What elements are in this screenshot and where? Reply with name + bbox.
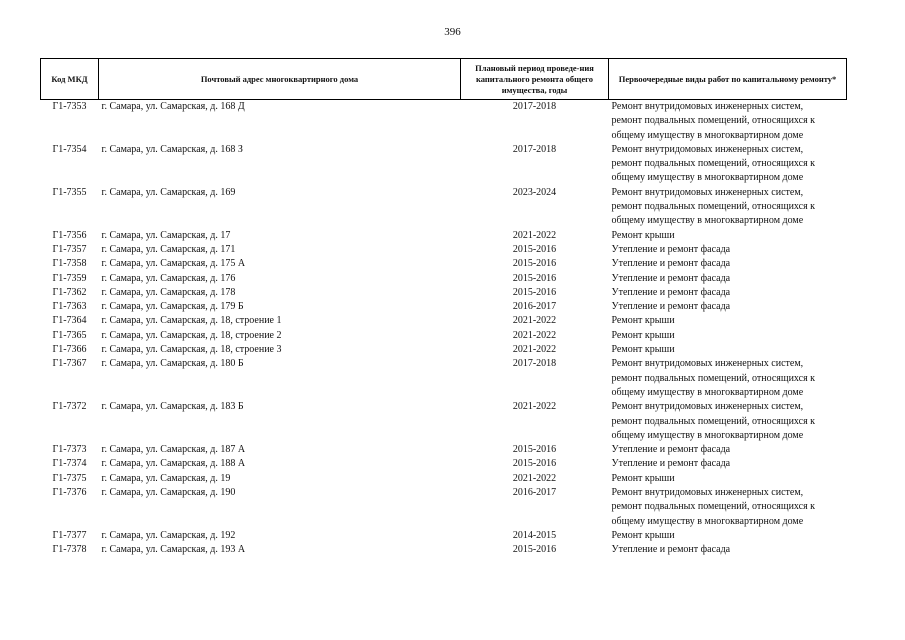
row-address: г. Самара, ул. Самарская, д. 176: [101, 272, 236, 284]
row-code: Г1-7358: [52, 258, 87, 270]
header-row: [41, 59, 847, 100]
row-period: 2015-2016: [512, 444, 557, 456]
row-works: [609, 243, 847, 257]
row-period: 2014-2015: [512, 529, 557, 541]
row-period: 2021-2022: [512, 472, 557, 484]
work-line: Ремонт крыши: [611, 315, 675, 327]
row-address: г. Самара, ул. Самарская, д. 178: [101, 286, 236, 298]
table-header: [41, 59, 847, 100]
table-row: [41, 229, 847, 243]
row-works: [609, 314, 847, 328]
table-body: [41, 100, 847, 558]
work-line: общему имуществу в многоквартирном доме: [611, 386, 804, 398]
row-works: [609, 300, 847, 314]
row-address: г. Самара, ул. Самарская, д. 193 А: [101, 544, 246, 556]
row-works: [609, 472, 847, 486]
table-row: [41, 257, 847, 271]
row-works: [609, 186, 847, 229]
row-code: Г1-7377: [52, 529, 87, 541]
row-works: [609, 257, 847, 271]
row-works: [609, 443, 847, 457]
table-row: [41, 286, 847, 300]
row-period: 2017-2018: [512, 358, 557, 370]
table-row: [41, 186, 847, 229]
work-line: Утепление и ремонт фасада: [611, 301, 731, 313]
row-works: [609, 229, 847, 243]
row-address: г. Самара, ул. Самарская, д. 168 Д: [101, 101, 245, 112]
work-line: Утепление и ремонт фасада: [611, 458, 731, 470]
row-code: Г1-7365: [52, 329, 87, 341]
work-line: Утепление и ремонт фасада: [611, 243, 731, 255]
header-code: Код МКД: [41, 59, 99, 100]
row-works: [609, 100, 847, 143]
row-address: г. Самара, ул. Самарская, д. 180 Б: [101, 358, 244, 370]
row-period: 2015-2016: [512, 286, 557, 298]
table-row: [41, 100, 847, 143]
row-works: [609, 543, 847, 557]
work-line: Ремонт внутридомовых инженерных систем,: [611, 401, 804, 413]
row-code: Г1-7367: [52, 358, 87, 370]
row-code: Г1-7378: [52, 544, 87, 556]
work-line: Ремонт внутридомовых инженерных систем,: [611, 487, 804, 499]
row-works: [609, 286, 847, 300]
table-row: [41, 472, 847, 486]
row-period: 2021-2022: [512, 401, 557, 413]
row-code: Г1-7374: [52, 458, 87, 470]
work-line: Ремонт внутридомовых инженерных систем,: [611, 186, 804, 198]
row-code: Г1-7357: [52, 243, 87, 255]
row-period: 2023-2024: [512, 186, 557, 198]
row-address: г. Самара, ул. Самарская, д. 18, строение 1: [101, 315, 282, 327]
table-row: [41, 272, 847, 286]
work-line: Ремонт внутридомовых инженерных систем,: [611, 358, 804, 370]
header-period: Плановый период проведе-ния капитального ремонта общего имущества, годы: [461, 59, 609, 100]
row-works: [609, 400, 847, 443]
row-code: Г1-7366: [52, 344, 87, 356]
work-line: Утепление и ремонт фасада: [611, 286, 731, 298]
row-works: [609, 143, 847, 186]
row-address: г. Самара, ул. Самарская, д. 175 А: [101, 258, 246, 270]
table-row: [41, 529, 847, 543]
work-line: Ремонт крыши: [611, 229, 675, 241]
work-line: ремонт подвальных помещений, относящихся к: [611, 201, 816, 213]
work-line: Ремонт крыши: [611, 344, 675, 356]
work-line: Ремонт крыши: [611, 472, 675, 484]
table-row: [41, 300, 847, 314]
header-works: Первоочередные виды работ по капитальному ремонту*: [609, 59, 847, 100]
row-code: Г1-7356: [52, 229, 87, 241]
table-row: [41, 443, 847, 457]
work-line: общему имуществу в многоквартирном доме: [611, 515, 804, 527]
table-row: [41, 243, 847, 257]
row-code: Г1-7353: [52, 101, 87, 112]
table-row: [41, 143, 847, 186]
row-address: г. Самара, ул. Самарская, д. 188 А: [101, 458, 246, 470]
row-period: 2015-2016: [512, 272, 557, 284]
work-line: Утепление и ремонт фасада: [611, 258, 731, 270]
row-period: 2021-2022: [512, 329, 557, 341]
row-address: г. Самара, ул. Самарская, д. 187 А: [101, 444, 246, 456]
table-row: [41, 357, 847, 400]
row-code: Г1-7355: [52, 186, 87, 198]
work-line: Утепление и ремонт фасада: [611, 444, 731, 456]
row-code: Г1-7354: [52, 143, 87, 155]
row-address: г. Самара, ул. Самарская, д. 18, строение 3: [101, 344, 282, 356]
table-row: [41, 314, 847, 328]
row-address: г. Самара, ул. Самарская, д. 192: [101, 529, 236, 541]
row-address: г. Самара, ул. Самарская, д. 18, строение 2: [101, 329, 282, 341]
work-line: Ремонт внутридомовых инженерных систем,: [611, 143, 804, 155]
row-period: 2021-2022: [512, 229, 557, 241]
page-number: 396: [444, 26, 461, 38]
row-period: 2015-2016: [512, 458, 557, 470]
work-line: общему имуществу в многоквартирном доме: [611, 215, 804, 227]
header-address: Почтовый адрес многоквартирного дома: [99, 59, 461, 100]
row-code: Г1-7364: [52, 315, 87, 327]
capital-repair-table: [40, 58, 847, 558]
row-works: [609, 272, 847, 286]
table-row: [41, 329, 847, 343]
row-address: г. Самара, ул. Самарская, д. 171: [101, 243, 236, 255]
row-address: г. Самара, ул. Самарская, д. 19: [101, 472, 231, 484]
row-period: 2016-2017: [512, 487, 557, 499]
row-works: [609, 329, 847, 343]
row-address: г. Самара, ул. Самарская, д. 183 Б: [101, 401, 244, 413]
table-row: [41, 486, 847, 529]
table-row: [41, 457, 847, 471]
row-code: Г1-7359: [52, 272, 87, 284]
row-address: г. Самара, ул. Самарская, д. 17: [101, 229, 231, 241]
work-line: Утепление и ремонт фасада: [611, 272, 731, 284]
work-line: ремонт подвальных помещений, относящихся к: [611, 372, 816, 384]
work-line: Ремонт крыши: [611, 329, 675, 341]
work-line: Утепление и ремонт фасада: [611, 544, 731, 556]
table-row: [41, 543, 847, 557]
row-address: г. Самара, ул. Самарская, д. 169: [101, 186, 236, 198]
work-line: общему имуществу в многоквартирном доме: [611, 172, 804, 184]
row-period: 2015-2016: [512, 243, 557, 255]
row-works: [609, 486, 847, 529]
work-line: общему имуществу в многоквартирном доме: [611, 429, 804, 441]
row-works: [609, 357, 847, 400]
work-line: Ремонт крыши: [611, 529, 675, 541]
row-address: г. Самара, ул. Самарская, д. 190: [101, 487, 236, 499]
row-period: 2015-2016: [512, 544, 557, 556]
row-works: [609, 529, 847, 543]
row-period: 2021-2022: [512, 344, 557, 356]
row-address: г. Самара, ул. Самарская, д. 179 Б: [101, 301, 244, 313]
work-line: ремонт подвальных помещений, относящихся к: [611, 415, 816, 427]
row-code: Г1-7362: [52, 286, 87, 298]
row-period: 2016-2017: [512, 301, 557, 313]
row-code: Г1-7363: [52, 301, 87, 313]
row-period: 2015-2016: [512, 258, 557, 270]
row-code: Г1-7373: [52, 444, 87, 456]
row-works: [609, 457, 847, 471]
row-address: г. Самара, ул. Самарская, д. 168 З: [101, 143, 243, 155]
row-period: 2021-2022: [512, 315, 557, 327]
row-period: 2017-2018: [512, 101, 557, 112]
row-code: Г1-7375: [52, 472, 87, 484]
work-line: ремонт подвальных помещений, относящихся к: [611, 501, 816, 513]
row-code: Г1-7372: [52, 401, 87, 413]
work-line: ремонт подвальных помещений, относящихся к: [611, 158, 816, 170]
row-code: Г1-7376: [52, 487, 87, 499]
row-period: 2017-2018: [512, 143, 557, 155]
table-row: [41, 400, 847, 443]
table-row: [41, 343, 847, 357]
work-line: общему имуществу в многоквартирном доме: [611, 129, 804, 141]
work-line: Ремонт внутридомовых инженерных систем,: [611, 101, 804, 112]
work-line: ремонт подвальных помещений, относящихся к: [611, 115, 816, 127]
row-works: [609, 343, 847, 357]
